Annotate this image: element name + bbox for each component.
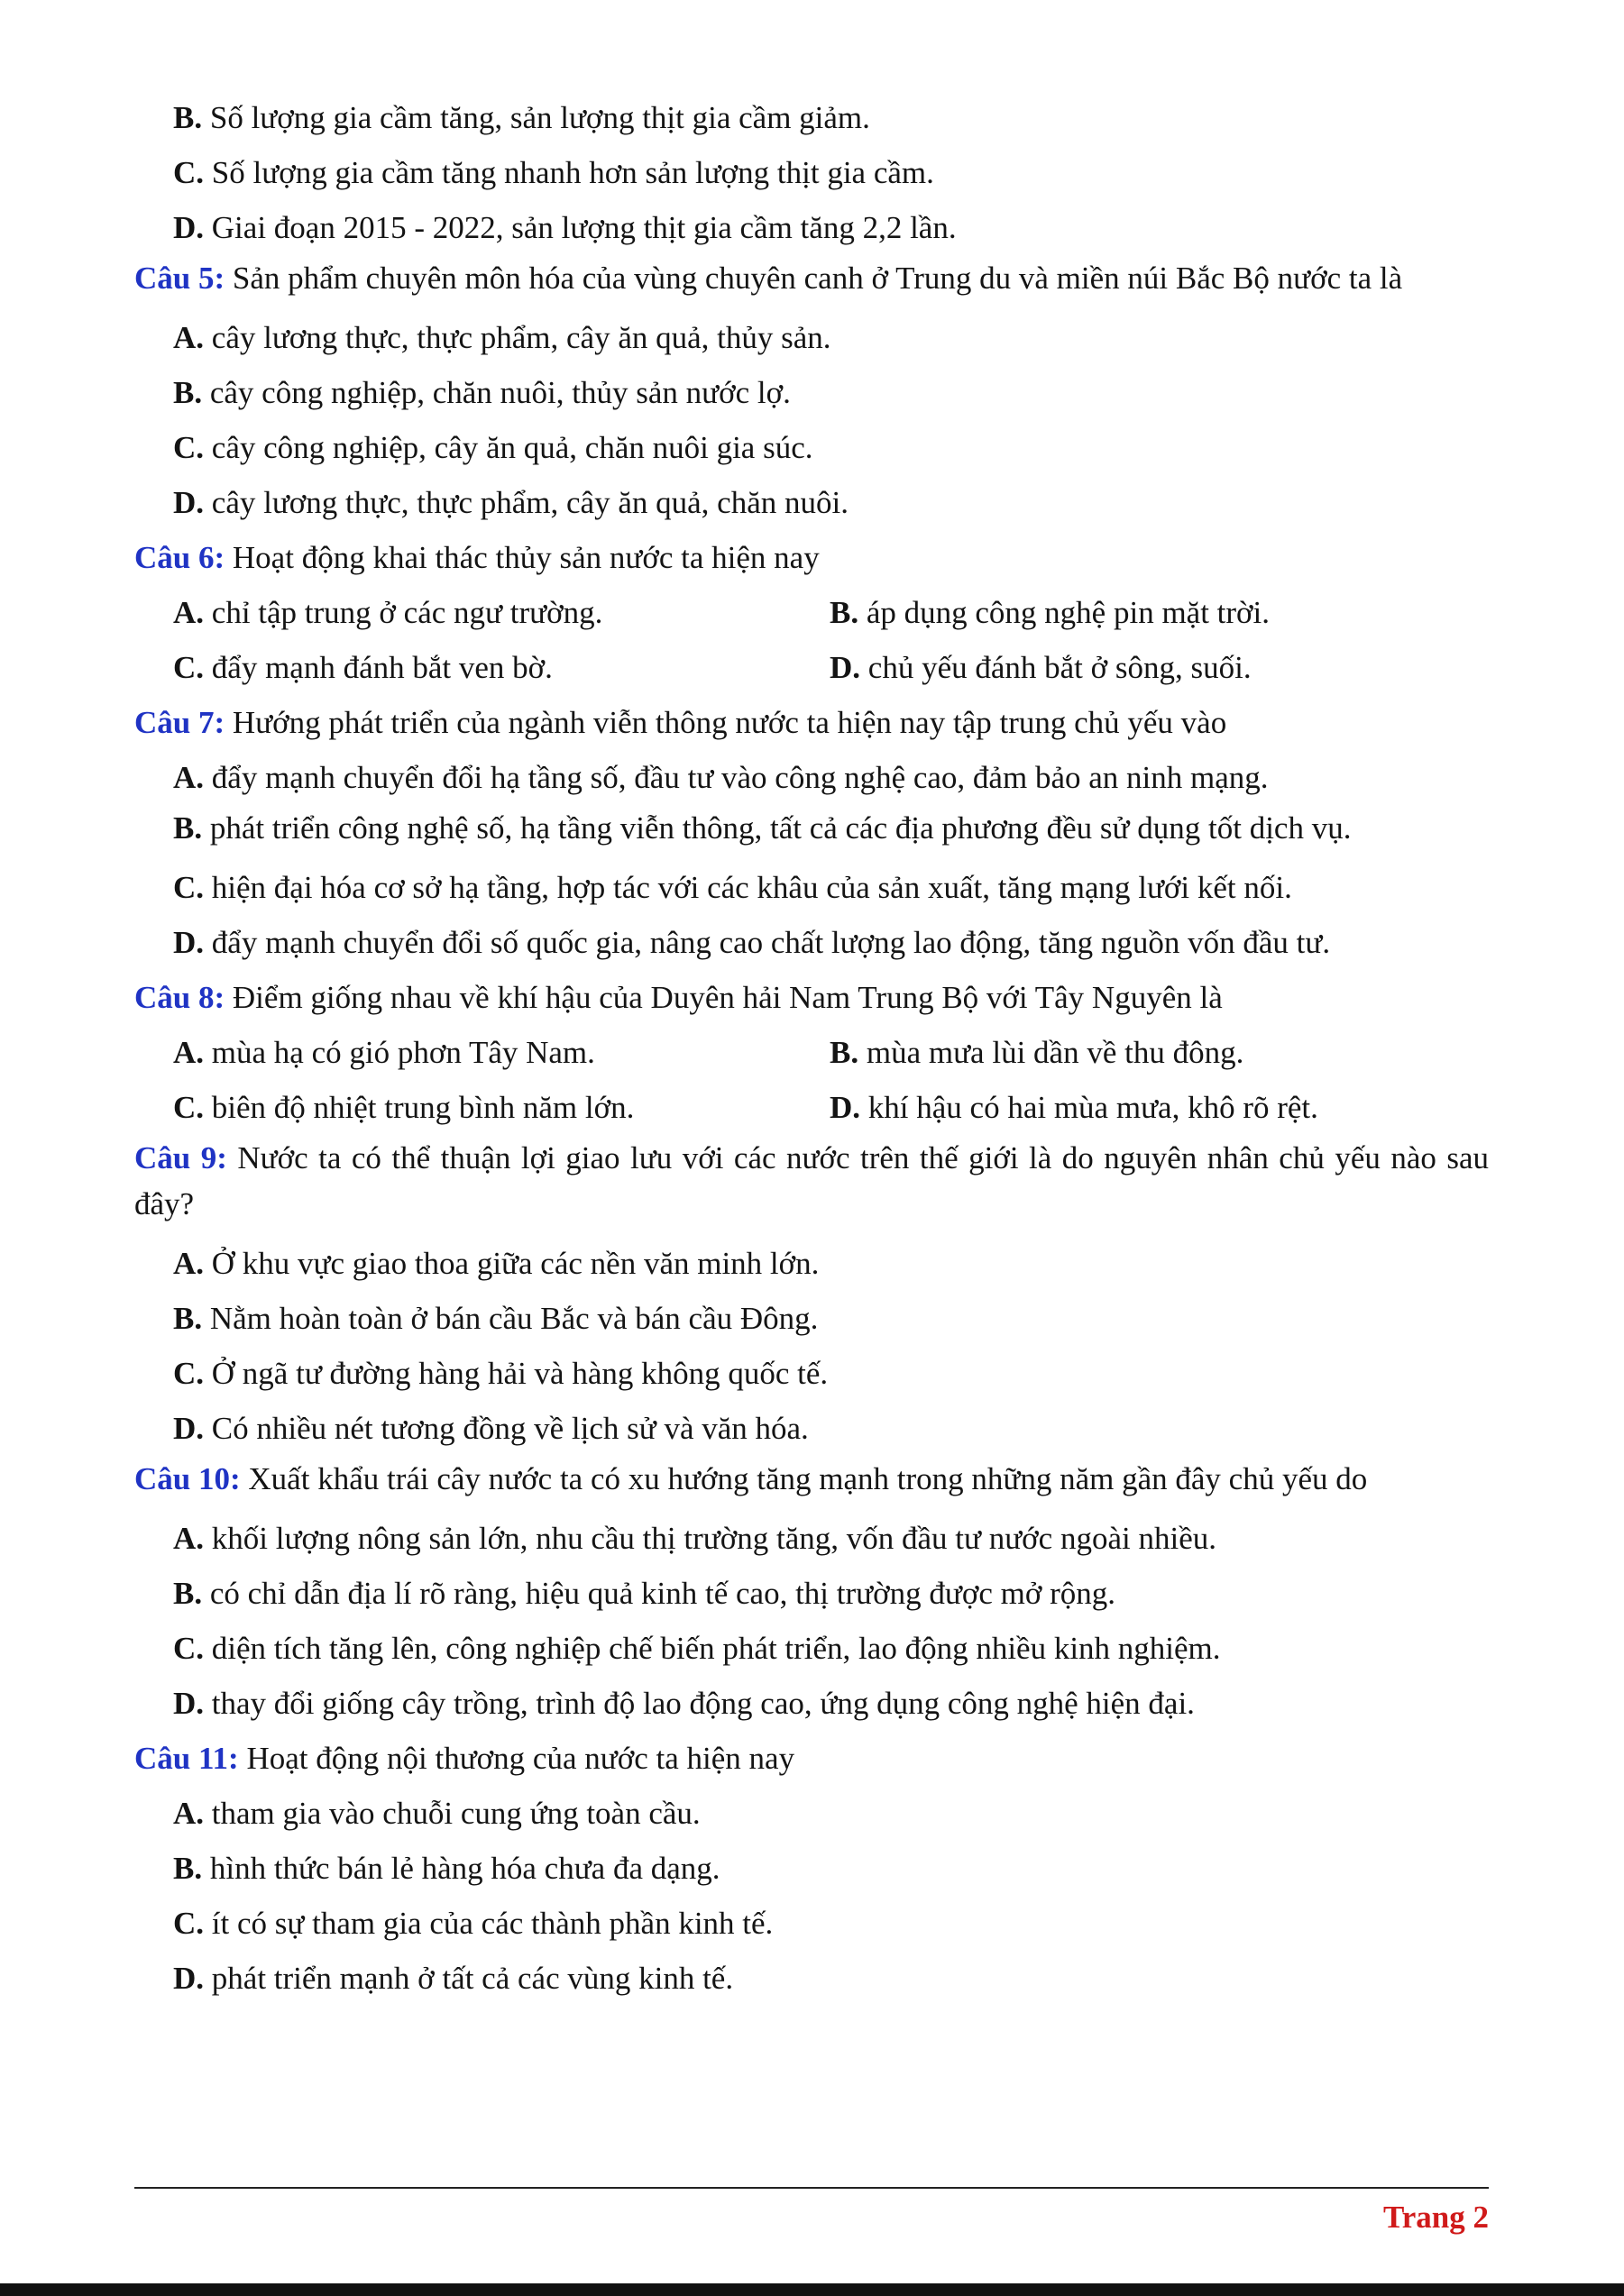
- option-letter: C.: [173, 1906, 205, 1941]
- q11-option-a: [134, 1786, 1489, 1841]
- option-letter: B.: [173, 1576, 203, 1611]
- option-letter: B.: [173, 810, 203, 846]
- q9-option-c: [134, 1346, 1489, 1401]
- option-letter: B.: [173, 375, 203, 410]
- question-text: Nước ta có thể thuận lợi giao lưu với các nước trên thế giới là do nguyên nhân chủ yếu nào sau đây?: [134, 1140, 1490, 1221]
- option-letter: D.: [173, 1686, 205, 1721]
- q8-option-d: [830, 1080, 1318, 1135]
- option-letter: B.: [173, 1851, 203, 1886]
- option-text: cây lương thực, thực phẩm, cây ăn quả, chăn nuôi.: [204, 485, 849, 520]
- q6-stem: [134, 530, 1489, 585]
- footer-divider: [134, 2187, 1489, 2189]
- question-text: Hướng phát triển của ngành viễn thông nước ta hiện nay tập trung chủ yếu vào: [225, 705, 1227, 740]
- q4-option-d: [134, 200, 1489, 255]
- q6-option-b: [830, 585, 1270, 640]
- option-letter: A.: [173, 1246, 205, 1281]
- option-text: đẩy mạnh chuyển đổi hạ tầng số, đầu tư vào công nghệ cao, đảm bảo an ninh mạng.: [204, 760, 1269, 795]
- option-letter: D.: [830, 1090, 861, 1125]
- option-letter: A.: [173, 760, 205, 795]
- q6-options-row-2: [134, 640, 1489, 695]
- option-text: khối lượng nông sản lớn, nhu cầu thị trường tăng, vốn đầu tư nước ngoài nhiều.: [204, 1521, 1216, 1556]
- q6-options-row-1: [134, 585, 1489, 640]
- option-text: chủ yếu đánh bắt ở sông, suối.: [860, 650, 1252, 685]
- option-text: Nằm hoàn toàn ở bán cầu Bắc và bán cầu Đông.: [202, 1301, 819, 1336]
- q7-option-a: [134, 750, 1489, 805]
- question-text: Điểm giống nhau về khí hậu của Duyên hải Nam Trung Bộ với Tây Nguyên là: [225, 980, 1223, 1015]
- option-text: áp dụng công nghệ pin mặt trời.: [858, 595, 1271, 630]
- q8-option-a: [134, 1025, 830, 1080]
- option-text: Số lượng gia cầm tăng nhanh hơn sản lượng thịt gia cầm.: [204, 155, 934, 190]
- option-letter: D.: [173, 210, 205, 245]
- q7-stem: [134, 695, 1489, 750]
- q10-option-c: [134, 1621, 1489, 1676]
- q5-option-b: [134, 365, 1489, 420]
- option-letter: A.: [173, 595, 205, 630]
- q5-stem: [134, 255, 1489, 301]
- q8-option-c: [134, 1080, 830, 1135]
- option-letter: B.: [830, 1035, 859, 1070]
- option-letter: A.: [173, 1035, 205, 1070]
- option-text: cây công nghiệp, chăn nuôi, thủy sản nước lợ.: [202, 375, 791, 410]
- option-text: có chỉ dẫn địa lí rõ ràng, hiệu quả kinh tế cao, thị trường được mở rộng.: [202, 1576, 1116, 1611]
- q10-stem: [134, 1456, 1489, 1502]
- q10-option-d: [134, 1676, 1489, 1731]
- option-text: thay đổi giống cây trồng, trình độ lao động cao, ứng dụng công nghệ hiện đại.: [204, 1686, 1195, 1721]
- q8-options-row-2: [134, 1080, 1489, 1135]
- option-text: mùa hạ có gió phơn Tây Nam.: [204, 1035, 595, 1070]
- option-letter: B.: [173, 1301, 203, 1336]
- option-text: diện tích tăng lên, công nghiệp chế biến phát triển, lao động nhiều kinh nghiệm.: [204, 1631, 1221, 1666]
- q4-option-c: [134, 145, 1489, 200]
- q6-option-d: [830, 640, 1252, 695]
- option-letter: A.: [173, 1796, 205, 1831]
- option-text: cây lương thực, thực phẩm, cây ăn quả, thủy sản.: [204, 320, 831, 355]
- q10-option-a: [134, 1511, 1489, 1566]
- q7-option-b: [134, 805, 1489, 851]
- option-letter: C.: [173, 430, 205, 465]
- option-letter: C.: [173, 1631, 205, 1666]
- option-text: chỉ tập trung ở các ngư trường.: [204, 595, 603, 630]
- option-letter: D.: [173, 485, 205, 520]
- q10-option-b: [134, 1566, 1489, 1621]
- option-letter: A.: [173, 320, 205, 355]
- q11-option-c: [134, 1896, 1489, 1951]
- option-text: Giai đoạn 2015 - 2022, sản lượng thịt gia cầm tăng 2,2 lần.: [204, 210, 957, 245]
- option-letter: D.: [173, 925, 205, 960]
- option-letter: B.: [173, 100, 203, 135]
- option-text: biên độ nhiệt trung bình năm lớn.: [204, 1090, 635, 1125]
- option-text: phát triển mạnh ở tất cả các vùng kinh tế.: [204, 1961, 734, 1996]
- option-text: tham gia vào chuỗi cung ứng toàn cầu.: [204, 1796, 701, 1831]
- q8-options-row-1: [134, 1025, 1489, 1080]
- option-letter: C.: [173, 1090, 205, 1125]
- q9-stem: [134, 1135, 1489, 1227]
- option-letter: C.: [173, 650, 205, 685]
- q11-option-b: [134, 1841, 1489, 1896]
- option-text: hiện đại hóa cơ sở hạ tầng, hợp tác với các khâu của sản xuất, tăng mạng lưới kết nối.: [204, 870, 1292, 905]
- option-text: hình thức bán lẻ hàng hóa chưa đa dạng.: [202, 1851, 720, 1886]
- bottom-edge-bar: [0, 2283, 1624, 2296]
- option-letter: B.: [830, 595, 859, 630]
- q9-option-a: [134, 1236, 1489, 1291]
- option-letter: D.: [173, 1411, 205, 1446]
- q9-option-b: [134, 1291, 1489, 1346]
- option-text: Có nhiều nét tương đồng về lịch sử và văn hóa.: [204, 1411, 809, 1446]
- q7-option-d: [134, 915, 1489, 970]
- q11-option-d: [134, 1951, 1489, 2006]
- option-text: ít có sự tham gia của các thành phần kinh tế.: [204, 1906, 774, 1941]
- question-text: Hoạt động nội thương của nước ta hiện nay: [238, 1741, 795, 1776]
- q4-option-b: [134, 90, 1489, 145]
- q8-option-b: [830, 1025, 1243, 1080]
- q5-option-d: [134, 475, 1489, 530]
- q7-option-c: [134, 860, 1489, 915]
- question-label: Câu 8:: [134, 980, 225, 1015]
- option-letter: C.: [173, 1356, 205, 1391]
- option-text: mùa mưa lùi dần về thu đông.: [858, 1035, 1244, 1070]
- question-text: Xuất khẩu trái cây nước ta có xu hướng tăng mạnh trong những năm gần đây chủ yếu do: [240, 1461, 1368, 1496]
- question-text: Hoạt động khai thác thủy sản nước ta hiện nay: [225, 540, 820, 575]
- q5-option-c: [134, 420, 1489, 475]
- q6-option-c: [134, 640, 830, 695]
- option-text: Số lượng gia cầm tăng, sản lượng thịt gia cầm giảm.: [202, 100, 870, 135]
- option-text: đẩy mạnh chuyển đổi số quốc gia, nâng cao chất lượng lao động, tăng nguồn vốn đầu tư.: [204, 925, 1331, 960]
- q8-stem: [134, 970, 1489, 1025]
- question-label: Câu 9:: [134, 1140, 227, 1175]
- option-letter: C.: [173, 870, 205, 905]
- question-label: Câu 5:: [134, 261, 225, 296]
- page-content: [134, 90, 1489, 2006]
- option-text: khí hậu có hai mùa mưa, khô rõ rệt.: [860, 1090, 1318, 1125]
- option-letter: D.: [830, 650, 861, 685]
- option-text: cây công nghiệp, cây ăn quả, chăn nuôi gia súc.: [204, 430, 813, 465]
- question-label: Câu 11:: [134, 1741, 239, 1776]
- q5-option-a: [134, 310, 1489, 365]
- question-label: Câu 7:: [134, 705, 225, 740]
- page-number: Trang 2: [1383, 2200, 1489, 2235]
- option-letter: C.: [173, 155, 205, 190]
- question-label: Câu 10:: [134, 1461, 241, 1496]
- q6-option-a: [134, 585, 830, 640]
- q9-option-d: [134, 1401, 1489, 1456]
- option-text: phát triển công nghệ số, hạ tầng viễn thông, tất cả các địa phương đều sử dụng tốt dịch vụ.: [202, 810, 1352, 846]
- option-text: Ở khu vực giao thoa giữa các nền văn minh lớn.: [204, 1246, 820, 1281]
- option-text: đẩy mạnh đánh bắt ven bờ.: [204, 650, 553, 685]
- question-text: Sản phẩm chuyên môn hóa của vùng chuyên canh ở Trung du và miền núi Bắc Bộ nước ta là: [225, 261, 1403, 296]
- option-letter: A.: [173, 1521, 205, 1556]
- question-label: Câu 6:: [134, 540, 225, 575]
- q11-stem: [134, 1731, 1489, 1786]
- option-text: Ở ngã tư đường hàng hải và hàng không quốc tế.: [204, 1356, 829, 1391]
- option-letter: D.: [173, 1961, 205, 1996]
